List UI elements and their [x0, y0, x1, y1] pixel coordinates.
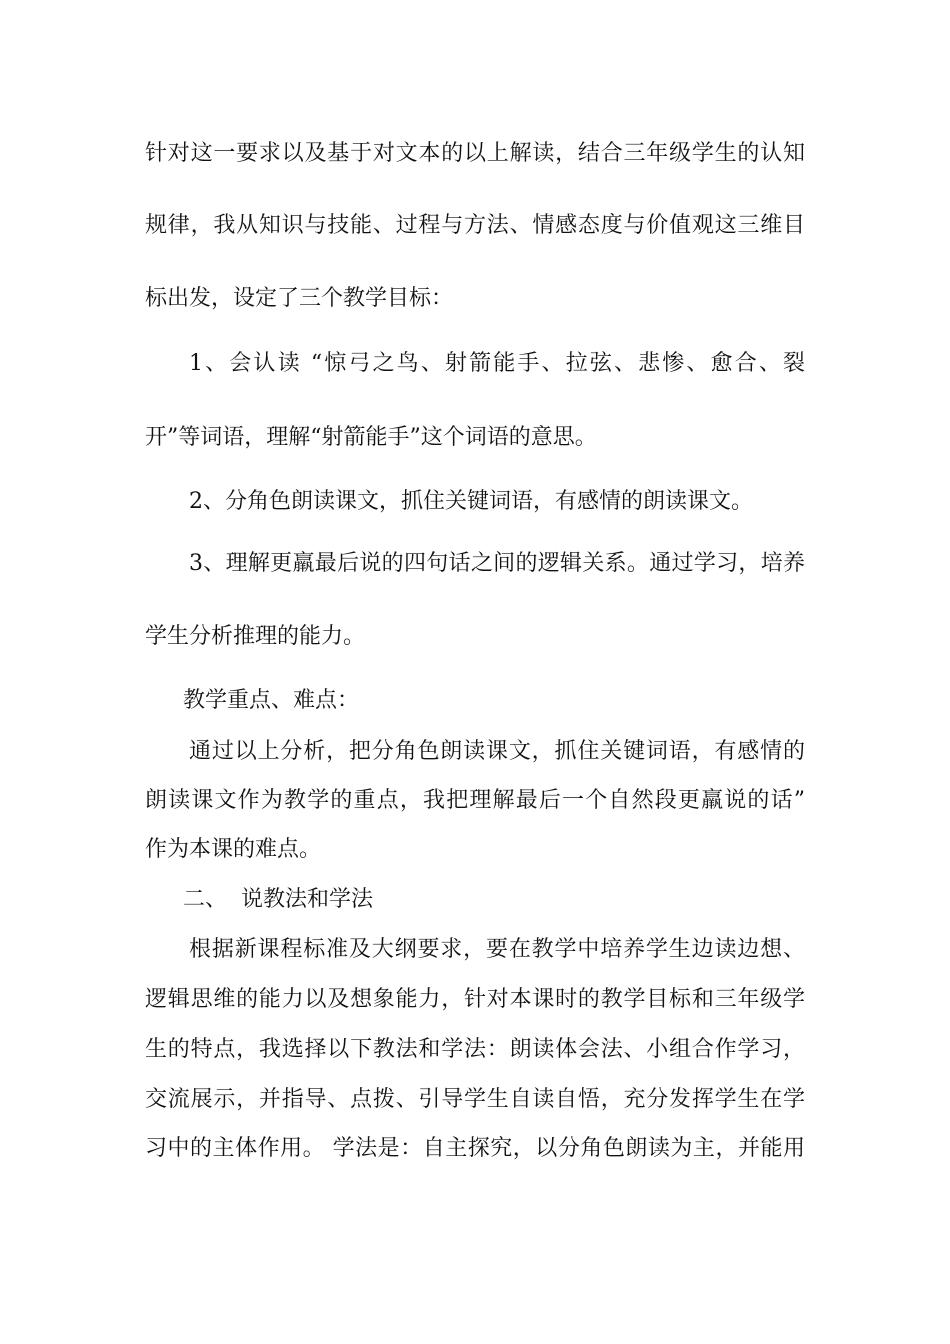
section-heading: 二、 说教法和学法 [183, 887, 373, 912]
list-item-3: 3、理解更羸最后说的四句话之间的逻辑关系。通过学习，培养 [189, 551, 805, 576]
section-heading: 教学重点、难点： [183, 688, 360, 713]
text-line: 朗读课文作为教学的重点，我把理解最后一个自然段更羸说的话” [145, 788, 805, 813]
text-line: 规律，我从知识与技能、过程与方法、情感态度与价值观这三维目 [145, 213, 805, 238]
text-line: 开”等词语，理解“射箭能手”这个词语的意思。 [145, 425, 597, 450]
text-line: 作为本课的难点。 [145, 837, 322, 862]
text-line: 通过以上分析，把分角色朗读课文，抓住关键词语，有感情的 [189, 739, 805, 764]
text-line: 标出发，设定了三个教学目标： [145, 286, 454, 311]
text-line: 交流展示，并指导、点拨、引导学生自读自悟，充分发挥学生在学 [145, 1087, 805, 1112]
text-line: 根据新课程标准及大纲要求，要在教学中培养学生边读边想、 [189, 937, 805, 962]
text-line: 习中的主体作用。 学法是：自主探究，以分角色朗读为主，并能用 [145, 1136, 805, 1161]
text-line: 针对这一要求以及基于对文本的以上解读，结合三年级学生的认知 [145, 141, 805, 166]
text-line: 学生分析推理的能力。 [145, 624, 366, 649]
list-item-1: 1、会认读 “惊弓之鸟、射箭能手、拉弦、悲惨、愈合、裂 [189, 351, 805, 376]
list-item-2: 2、分角色朗读课文，抓住关键词语，有感情的朗读课文。 [189, 489, 753, 514]
text-line: 生的特点，我选择以下教法和学法：朗读体会法、小组合作学习， [145, 1037, 805, 1062]
text-line: 逻辑思维的能力以及想象能力，针对本课时的教学目标和三年级学 [145, 987, 805, 1012]
